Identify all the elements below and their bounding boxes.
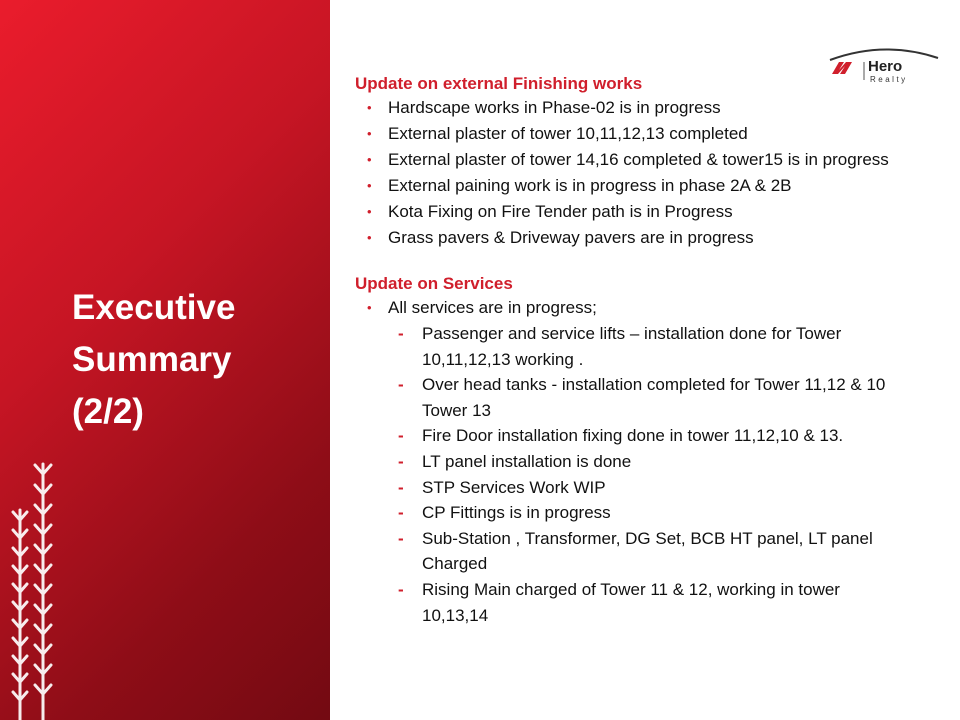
dash-icon: -	[398, 477, 404, 497]
list-item	[355, 95, 915, 121]
finishing-list	[355, 95, 915, 251]
list-item-text: Hardscape works in Phase-02 is in progress	[388, 98, 721, 117]
sublist-item-text: Passenger and service lifts – installation done for Tower 10,11,12,13 working .	[422, 324, 842, 369]
section-heading: Update on external Finishing works	[355, 74, 643, 93]
external-finishing-section	[355, 73, 915, 251]
sublist-item	[355, 449, 915, 475]
sublist-item-text: Over head tanks - installation completed for Tower 11,12 & 10 Tower 13	[422, 375, 886, 420]
list-item	[355, 173, 915, 199]
list-item	[355, 295, 915, 321]
sublist-item	[355, 577, 915, 628]
sublist-item	[355, 321, 915, 372]
slide-title: Executive Summary (2/2)	[72, 288, 236, 431]
sublist-item-text: Fire Door installation fixing done in tower 11,12,10 & 13.	[422, 426, 844, 446]
dash-icon: -	[398, 426, 404, 446]
sublist-item-text: STP Services Work WIP	[422, 477, 606, 497]
services-sublist	[355, 321, 915, 628]
dash-icon: -	[398, 375, 404, 395]
bullet-icon: •	[367, 126, 372, 141]
bullet-icon: •	[367, 178, 372, 193]
list-item-text: All services are in progress;	[388, 298, 597, 317]
sublist-item	[355, 372, 915, 423]
title-panel	[0, 0, 330, 720]
sublist-item	[355, 500, 915, 526]
summary-content	[355, 73, 915, 628]
sublist-item-text: LT panel installation is done	[422, 451, 632, 471]
sublist-item	[355, 423, 915, 449]
dash-icon: -	[398, 579, 404, 599]
sublist-item	[355, 475, 915, 501]
bullet-icon: •	[367, 204, 372, 219]
list-item	[355, 121, 915, 147]
list-item-text: Kota Fixing on Fire Tender path is in Progress	[388, 202, 733, 221]
dash-icon: -	[398, 503, 404, 523]
list-item	[355, 147, 915, 173]
list-item	[355, 199, 915, 225]
dash-icon: -	[398, 528, 404, 548]
bullet-icon: •	[367, 300, 372, 315]
sublist-item-text: CP Fittings is in progress	[422, 503, 611, 523]
dash-icon: -	[398, 324, 404, 343]
wheat-decoration-icon	[0, 450, 70, 720]
dash-icon: -	[398, 451, 404, 471]
list-item-text: External plaster of tower 10,11,12,13 completed	[388, 124, 748, 143]
section-heading: Update on Services	[355, 274, 513, 293]
sublist-item-text: Sub-Station , Transformer, DG Set, BCB HT panel, LT panel Charged	[422, 528, 873, 574]
bullet-icon: •	[367, 100, 372, 115]
list-item-text: Grass pavers & Driveway pavers are in progress	[388, 228, 754, 247]
bullet-icon: •	[367, 152, 372, 167]
logo-brand: Hero	[868, 58, 903, 75]
logo-sub: Realty	[870, 75, 908, 84]
services-list	[355, 295, 915, 321]
list-item-text: External paining work is in progress in phase 2A & 2B	[388, 176, 792, 195]
sublist-item-text: Rising Main charged of Tower 11 & 12, working in tower 10,13,14	[422, 579, 840, 625]
bullet-icon: •	[367, 230, 372, 245]
services-section	[355, 273, 915, 628]
list-item	[355, 225, 915, 251]
list-item-text: External plaster of tower 14,16 completed & tower15 is in progress	[388, 150, 889, 169]
sublist-item	[355, 526, 915, 577]
